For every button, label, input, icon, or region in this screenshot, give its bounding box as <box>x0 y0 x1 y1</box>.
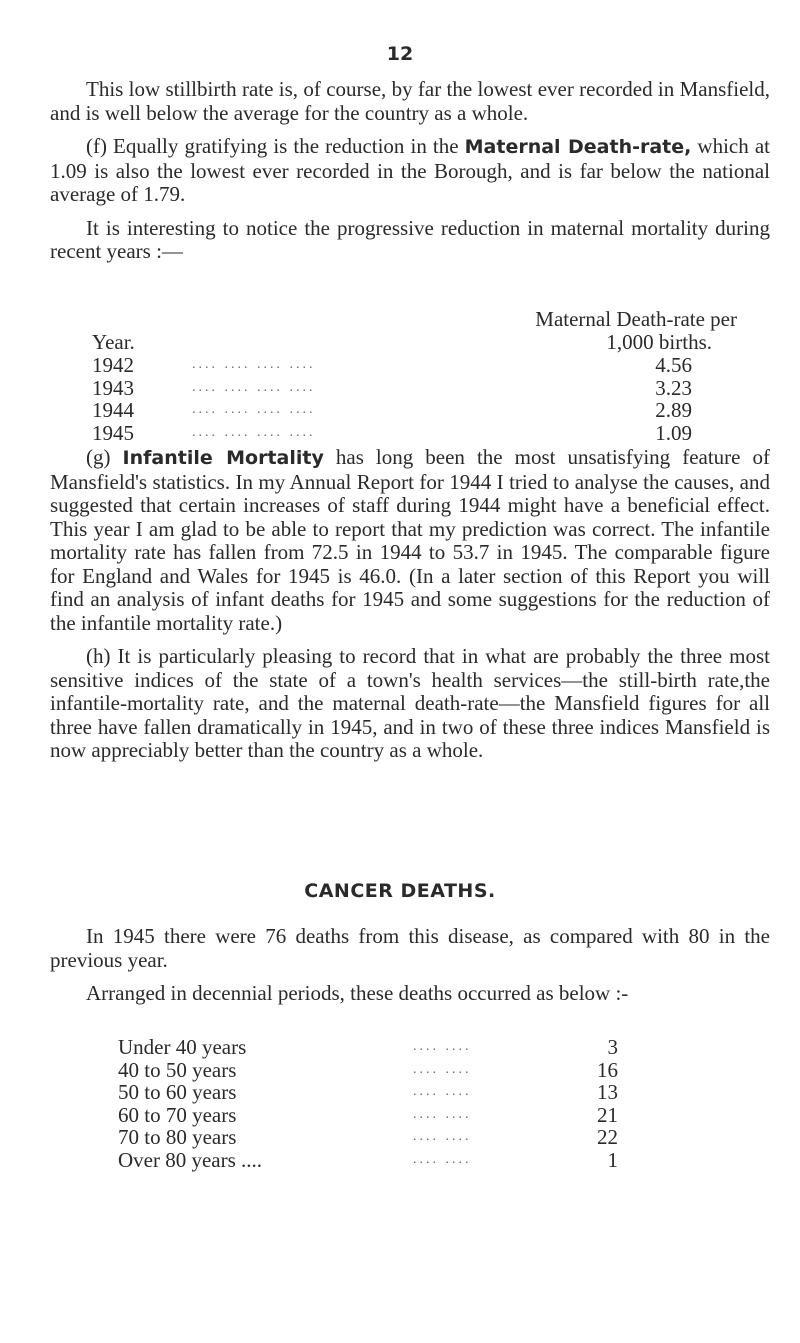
paragraph-text: which at 1.09 is also the lowest ever recorded in the Borough, and is far below the national average of 1.79. <box>50 134 770 206</box>
paragraph-stillbirth: This low stillbirth rate is, of course, by far the lowest ever recorded in Mansfield, and is well below the average for the country as a whole. <box>50 77 770 125</box>
row-age-group: Under 40 years <box>118 1035 247 1059</box>
leader-dots: .... .... <box>413 1061 472 1077</box>
row-deaths: 21 <box>597 1102 618 1127</box>
table-row <box>118 1149 618 1172</box>
row-deaths: 1 <box>607 1147 618 1172</box>
leader-dots: .... .... .... .... <box>192 379 316 395</box>
row-age-group: 50 to 60 years <box>118 1080 237 1104</box>
row-year: 1942 <box>92 353 134 377</box>
page-number: 12 <box>386 43 414 65</box>
row-rate: 3.23 <box>655 375 692 400</box>
paragraph-maternal-death-rate <box>50 135 770 207</box>
paragraph-progressive-reduction: It is interesting to notice the progressive reduction in maternal mortality during recent years :— <box>50 215 770 263</box>
row-deaths: 3 <box>607 1035 618 1059</box>
cancer-deaths-age-table <box>118 1036 618 1171</box>
table-row <box>92 377 692 400</box>
leader-dots: .... .... .... .... <box>192 424 316 440</box>
row-year: 1945 <box>92 420 134 445</box>
leader-dots: .... .... <box>413 1106 472 1122</box>
row-year: 1944 <box>92 398 134 422</box>
row-age-group: 60 to 70 years <box>118 1102 237 1127</box>
row-age-group: 40 to 50 years <box>118 1057 237 1082</box>
row-deaths: 13 <box>597 1080 618 1104</box>
maternal-table-header-rate <box>312 308 737 331</box>
column-header-year: Year. <box>92 330 135 354</box>
row-rate: 1.09 <box>655 420 692 445</box>
table-row <box>118 1081 618 1104</box>
row-rate: 4.56 <box>655 353 692 377</box>
paragraph-text: has long been the most unsatisfying feature of Mansfield's statistics. In my Annual Report for 1944 I tried to analyse the causes, and suggested that certain increases of staff during 1944 might have a beneficial effect. This year I am glad to be able to report that my prediction was correct. The infantile mortality rate has fallen from 72.5 in 1944 to 53.7 in 1945. The comparable figure for England and Wales for 1945 is 46.0. (In a later section of this Report you will find an analysis of infant deaths for 1945 and some suggestions for the reduction of the infantile mortality rate.) <box>50 445 771 635</box>
table-row <box>118 1036 618 1059</box>
paragraph-text: (g) <box>86 445 123 469</box>
maternal-table-header-row <box>92 331 712 354</box>
table-row <box>92 422 692 445</box>
leader-dots: .... .... <box>413 1129 472 1144</box>
row-deaths: 22 <box>597 1125 618 1149</box>
intro-section <box>50 78 770 264</box>
column-header-rate-line2: 1,000 births. <box>606 330 712 354</box>
table-row <box>92 354 692 377</box>
table-row <box>118 1104 618 1127</box>
row-deaths: 16 <box>597 1057 618 1082</box>
paragraph-text: (f) Equally gratifying is the reduction in the <box>86 134 465 158</box>
paragraph-decennial-periods: Arranged in decennial periods, these deaths occurred as below :- <box>86 981 629 1005</box>
table-row <box>118 1059 618 1082</box>
mortality-section <box>50 446 770 773</box>
row-age-group: Over 80 years .... <box>118 1147 263 1172</box>
row-rate: 2.89 <box>655 398 692 422</box>
maternal-death-rate-table <box>92 354 692 444</box>
leader-dots: .... .... .... .... <box>192 402 316 417</box>
row-year: 1943 <box>92 375 134 400</box>
section-heading-cancer-deaths: CANCER DEATHS. <box>304 880 496 902</box>
cancer-section <box>50 925 770 1016</box>
paragraph-infantile-mortality <box>50 446 770 635</box>
paragraph-three-indices: (h) It is particularly pleasing to record that in what are probably the three most sensitive indices of the state of a town's health services—the still-birth rate,the infantile-mortality rate, and the maternal death-rate—the Mansfield figures for all three have fallen dramatically in 1945, and in two of these three indices Mansfield is now appreciably better than the country as a whole. <box>50 644 770 762</box>
bold-term-infantile-mortality: Infantile Mortality <box>122 447 324 469</box>
row-age-group: 70 to 80 years <box>118 1125 237 1149</box>
leader-dots: .... .... .... .... <box>192 357 316 372</box>
bold-term-maternal-death-rate: Maternal Death-rate, <box>464 136 692 158</box>
leader-dots: .... .... <box>413 1151 472 1167</box>
table-row <box>92 399 692 422</box>
table-row <box>118 1126 618 1149</box>
column-header-rate-line1: Maternal Death-rate per <box>535 307 737 331</box>
leader-dots: .... .... <box>413 1039 472 1054</box>
paragraph-cancer-deaths: In 1945 there were 76 deaths from this disease, as compared with 80 in the previous year. <box>50 924 770 972</box>
leader-dots: .... .... <box>413 1084 472 1099</box>
